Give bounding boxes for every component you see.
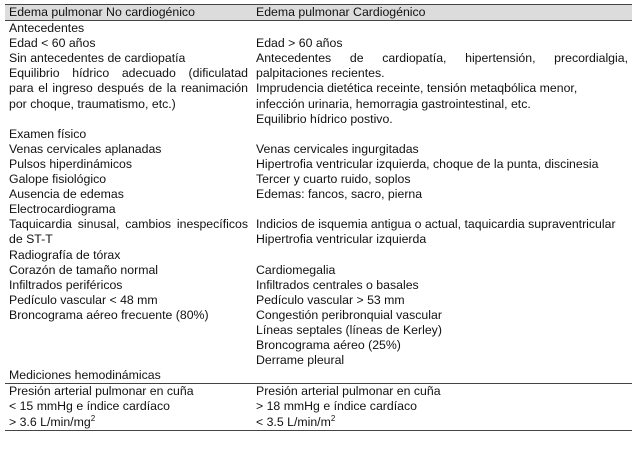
electro-left-cell	[5, 217, 252, 247]
examen-left-item: Pulsos hiperdinámicos	[9, 156, 133, 171]
electro-right-cell	[252, 217, 632, 247]
examen-right-item: Hipertrofia ventricular izquierda, choque de la punta, discinesia	[256, 156, 599, 171]
section-row	[5, 21, 632, 37]
examen-left-cell	[5, 142, 252, 202]
antecedentes-left-item: Edad < 60 años	[9, 36, 96, 51]
examen-right-item: Edemas: fancos, sacro, pierna	[256, 187, 423, 202]
table-header-row	[5, 5, 632, 21]
examen-right-item: Venas cervicales ingurgitadas	[256, 141, 419, 156]
mediciones-right-superscript: 2	[330, 413, 336, 423]
antecedentes-right-item: Imprudencia dietética receinte, tensión metaqbólica menor, infección urinaria, hemorragia gastrointestinal, etc.	[256, 81, 578, 111]
antecedentes-right-item: Edad > 60 años	[256, 36, 343, 51]
mediciones-left-item	[9, 415, 248, 430]
radio-left-item: Infiltrados periféricos	[9, 277, 123, 292]
examen-left-item: Galope fisiológico	[9, 172, 107, 187]
antecedentes-left-cell	[5, 36, 252, 127]
antecedentes-right-cell	[252, 36, 632, 127]
table-row	[5, 263, 632, 369]
examen-right-item: Tercer y cuarto ruido, soplos	[256, 172, 411, 187]
radio-right-item: Pedículo vascular > 53 mm	[256, 292, 405, 307]
section-mediciones-label: Mediciones hemodinámicas	[9, 368, 161, 383]
section-radio-label: Radiografía de tórax	[9, 247, 121, 262]
radio-right-item: Infiltrados centrales o basales	[256, 277, 419, 292]
mediciones-right-value: < 3.5 L/min/m	[256, 414, 331, 429]
mediciones-right-item: Presión arterial pulmonar en cuña	[256, 384, 441, 399]
mediciones-left-cell	[5, 384, 252, 430]
radio-right-item: Congestión peribronquial vascular	[256, 307, 442, 322]
mediciones-left-value: > 3.6 L/min/mg	[9, 414, 91, 429]
mediciones-left-superscript: 2	[90, 413, 96, 423]
section-row	[5, 368, 632, 384]
section-antecedentes-label: Antecedentes	[9, 21, 85, 36]
mediciones-right-item: > 18 mmHg e índice cardíaco	[256, 399, 417, 414]
mediciones-right-cell	[252, 384, 632, 430]
comparison-table	[5, 4, 632, 431]
table-row	[5, 36, 632, 127]
electro-left-item: Taquicardia sinusal, cambios inespecíficos de ST-T	[9, 217, 248, 247]
antecedentes-right-item: Equilibrio hídrico postivo.	[256, 111, 393, 126]
radio-left-cell	[5, 263, 252, 369]
table-row	[5, 384, 632, 430]
table-row	[5, 217, 632, 247]
mediciones-right-item	[256, 415, 628, 430]
radio-right-item: Broncograma aéreo (25%)	[256, 338, 401, 353]
radio-left-item: Corazón de tamaño normal	[9, 262, 159, 277]
radio-right-item: Derrame pleural	[256, 353, 345, 368]
antecedentes-left-item: Sin antecedentes de cardiopatía	[9, 51, 186, 66]
examen-left-item: Ausencia de edemas	[9, 187, 124, 202]
header-cardiogenic: Edema pulmonar Cardiogénico	[252, 5, 632, 21]
radio-left-item: Pedículo vascular < 48 mm	[9, 292, 158, 307]
examen-left-item: Venas cervicales aplanadas	[9, 141, 162, 156]
table-row	[5, 142, 632, 202]
electro-right-item: Hipertrofia ventricular izquierda	[256, 232, 427, 247]
header-non-cardiogenic: Edema pulmonar No cardiogénico	[5, 5, 252, 21]
section-row	[5, 127, 632, 142]
radio-right-cell	[252, 263, 632, 369]
radio-left-item: Broncograma aéreo frecuente (80%)	[9, 307, 209, 322]
antecedentes-left-item: Equilibrio hídrico adecuado (dificulatad para el ingreso después de la reanimación por choque, traumatismo, etc.)	[9, 66, 248, 111]
examen-right-cell	[252, 142, 632, 202]
electro-right-item: Indicios de isquemia antigua o actual, taquicardia supraventricular	[256, 217, 616, 232]
radio-right-item: Líneas septales (líneas de Kerley)	[256, 322, 442, 337]
section-electro-label: Electrocardiograma	[9, 202, 116, 217]
radio-right-item: Cardiomegalia	[256, 262, 336, 277]
section-row	[5, 202, 632, 217]
mediciones-left-item: Presión arterial pulmonar en cuña	[9, 384, 194, 399]
section-row	[5, 248, 632, 263]
mediciones-left-item: < 15 mmHg e índice cardíaco	[9, 399, 170, 414]
antecedentes-right-item: Antecedentes de cardiopatía, hipertensión, precordialgia, palpitaciones recientes.	[256, 51, 628, 81]
section-examen-label: Examen físico	[9, 126, 87, 141]
